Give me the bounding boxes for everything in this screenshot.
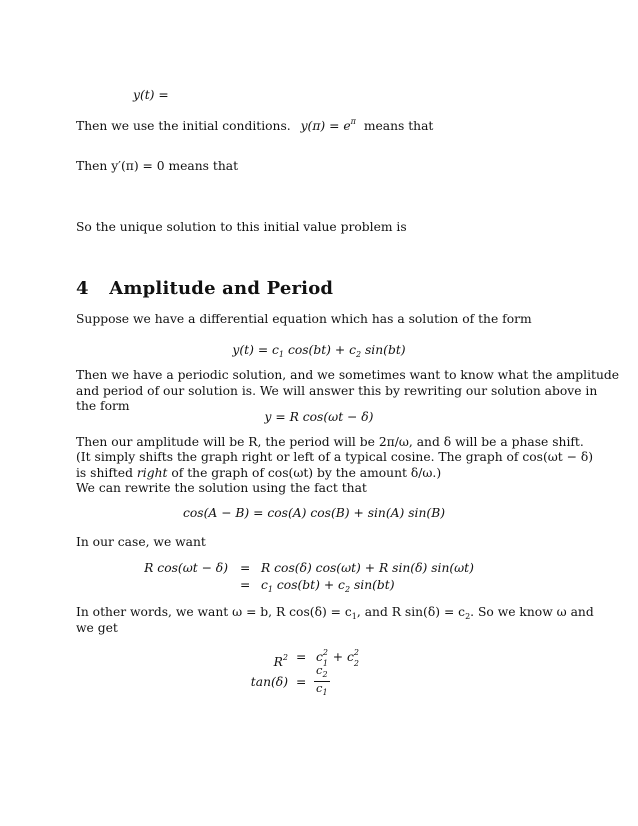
paragraph-3-line-1: Then our amplitude will be R, the period will be 2π/ω, and δ will be a phase shift.: [76, 435, 584, 449]
unique-solution-line: So the unique solution to this initial value problem is: [76, 220, 407, 234]
paragraph-4: In our case, we want: [76, 535, 206, 549]
eq5-row2-lhs: tan(δ): [250, 675, 288, 689]
paragraph-3-line-4: We can rewrite the solution using the fact that: [76, 481, 367, 495]
eq5-row2-fraction: $\frac{c_2}{c_1}$: [316, 663, 328, 697]
paragraph-5-line-2: we get: [76, 621, 118, 635]
paragraph-3-line-2: (It simply shifts the graph right or left of a typical cosine. The graph of cos(ωt − δ): [76, 450, 594, 464]
eq5-row2-equals: =: [296, 675, 307, 689]
y-pi-condition: $y(\pi) = e^\pi$: [300, 117, 356, 133]
paragraph-5-line-1: In other words, we want ω = b, R $\cos(\delta) = c_1$, and R $\sin(\delta) = c_2$. So we know ω and: [76, 605, 594, 621]
eq5-row1-lhs: $R^2$: [273, 653, 288, 669]
section-number: 4: [76, 278, 89, 299]
section-heading: [76, 278, 333, 299]
emphasis-right: right: [136, 466, 168, 480]
eq4-row1-lhs: R cos(ωt − δ): [144, 561, 228, 575]
eq4-row2-equals: =: [240, 578, 251, 592]
eq5-row1-equals: =: [296, 650, 307, 664]
eq4-row1-equals: =: [240, 561, 251, 575]
yprime-condition-line: Then y′(π) = 0 means that: [76, 159, 239, 173]
equation-general-solution: $y(t) = c_1$ $\cos(bt) + c_2$ sin(bt): [232, 343, 406, 359]
initial-conditions-line: [76, 113, 433, 135]
paragraph-3-line-3: is shifted right of the graph of cos(ωt) by the amount δ/ω.): [76, 466, 442, 480]
section-title: Amplitude and Period: [109, 278, 334, 299]
pi-superscript: π: [350, 117, 356, 126]
equation-amplitude-form: y = R cos(ωt − δ): [264, 410, 374, 424]
paragraph-2-line-3: the form: [76, 399, 130, 413]
eq4-row2-rhs: $c_1$ $\cos(bt) + c_2$ sin(bt): [261, 578, 395, 594]
eq4-row1-rhs: R cos(δ) cos(ωt) + R sin(δ) sin(ωt): [261, 561, 474, 575]
equation-cos-identity: cos(A − B) = cos(A) cos(B) + sin(A) sin(B): [183, 506, 446, 520]
means-that-1: means that: [363, 119, 434, 133]
initial-conditions-text: Then we use the initial conditions.: [76, 119, 291, 133]
paragraph-1: Suppose we have a differential equation which has a solution of the form: [76, 312, 532, 326]
paragraph-2-line-1: Then we have a periodic solution, and we sometimes want to know what the amplitude: [76, 368, 620, 382]
y-of-t-blank: y(t) =: [133, 88, 169, 102]
eq5-row1-rhs: c 2 1 + c 2 2: [316, 648, 359, 668]
paragraph-2-line-2: and period of our solution is. We will answer this by rewriting our solution above in: [76, 384, 598, 398]
